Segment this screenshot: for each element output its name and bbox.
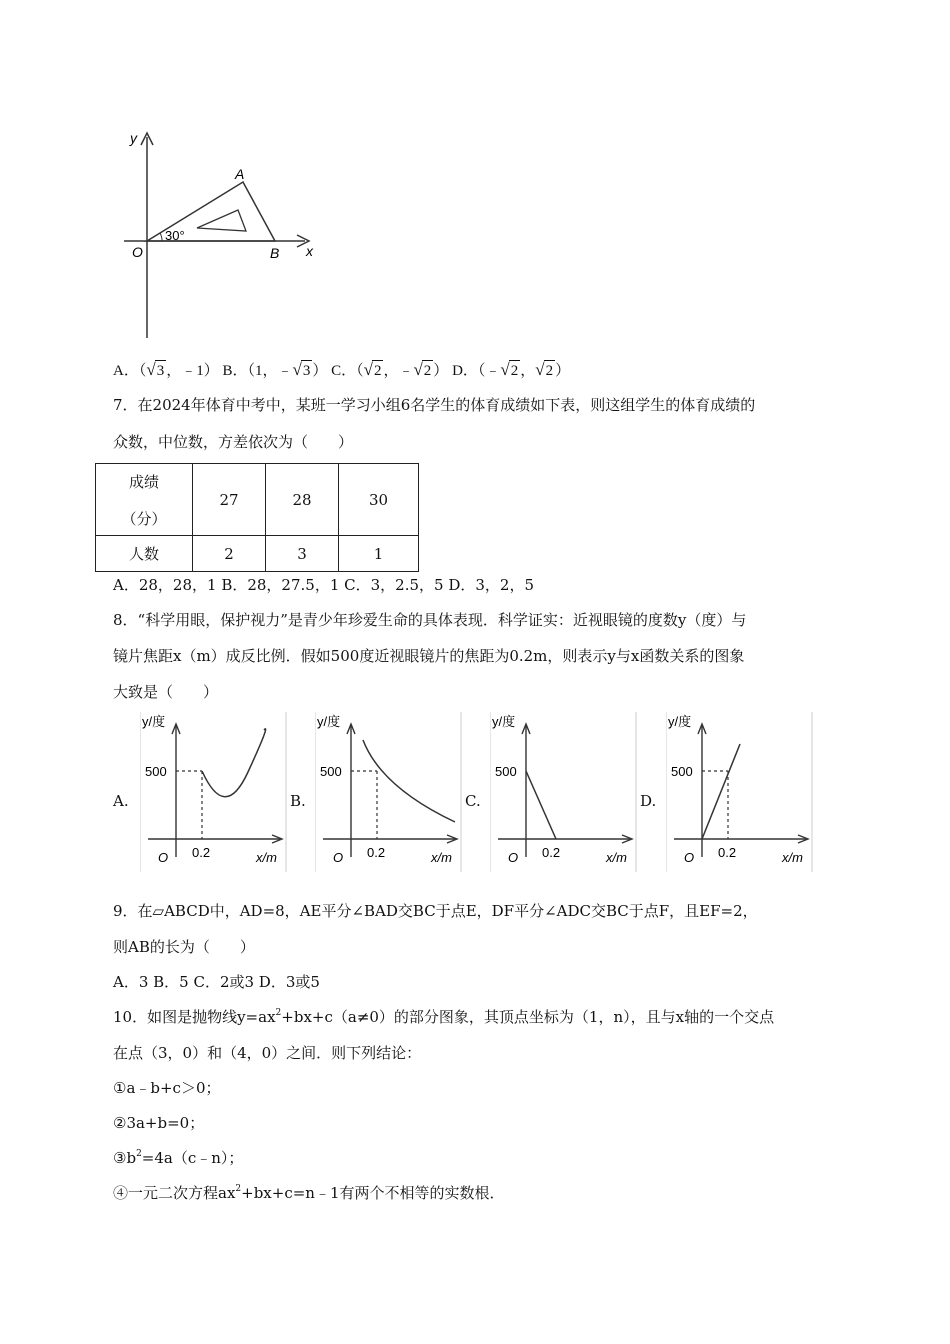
table-cell: 2 [193, 536, 266, 572]
q10-item1: ①a﹣b+c＞0； [113, 1079, 221, 1097]
q7-options: A．28，28，1 B．28，27.5，1 C．3，2.5，5 D．3，2，5 [113, 576, 534, 594]
q10-item3: $③b^2=4a(c﹣n)$； [113, 1149, 244, 1167]
table-cell: 1 [339, 536, 419, 572]
chart-b-xlabel: x/m [431, 850, 452, 865]
chart-c-ytick: 500 [495, 764, 517, 779]
q10-item4: ④一元二次方程$ax^2+bx+c=n﹣1$有两个不相等的实数根． [113, 1184, 505, 1202]
table-cell: 27 [193, 464, 266, 536]
chart-d-origin: O [684, 850, 695, 865]
chart-d [666, 712, 814, 872]
chart-a-ylabel: y/度 [142, 714, 166, 729]
q6-options: A．（√3 ，﹣1） B．（1，﹣√3 ） C．（√2 ，﹣√2 ） D．（﹣√2 ，√2 ） [113, 360, 571, 379]
q9-line1: 9．在▱ABCD中，AD=8，AE平分∠BAD交BC于点E，DF平分∠ADC交BC于点F，且EF=2， [113, 902, 758, 920]
chart-c-xtick: 0.2 [542, 845, 561, 860]
chart-b-ylabel: y/度 [317, 714, 341, 729]
point-a-label: A [235, 166, 245, 182]
chart-d-xlabel: x/m [782, 850, 803, 865]
table-header-score: 成绩 （分） [96, 464, 193, 536]
chart-a-xtick: 0.2 [192, 845, 211, 860]
origin-label: O [132, 244, 143, 260]
chart-a-xlabel: x/m [256, 850, 277, 865]
chart-b-ytick: 500 [320, 764, 342, 779]
point-b-label: B [270, 245, 280, 261]
q9-line2: 则AB的长为（ ） [113, 938, 255, 956]
q9-options: A．3 B．5 C．2或3 D．3或5 [113, 973, 320, 991]
q10-line1: 10．如图是抛物线$y=ax^2+bx+c(a\ne 0)$的部分图象，其顶点坐标为（1，n），且与x轴的一个交点 [113, 1008, 775, 1026]
chart-d-ylabel: y/度 [668, 714, 692, 729]
q8-line2: 镜片焦距x（m）成反比例．假如500度近视眼镜片的焦距为0.2m，则表示y与x函数关系的图象 [113, 647, 745, 665]
chart-a-origin: O [158, 850, 169, 865]
chart-c-xlabel: x/m [606, 850, 627, 865]
chart-d-ytick: 500 [671, 764, 693, 779]
table-header-count: 人数 [96, 536, 193, 572]
chart-b-xtick: 0.2 [367, 845, 386, 860]
chart-c-option: C. [465, 792, 481, 810]
q7-line2: 众数，中位数，方差依次为（ ） [113, 433, 354, 451]
chart-c [490, 712, 638, 872]
chart-a [140, 712, 288, 872]
chart-b-option: B. [290, 792, 306, 810]
table-cell: 28 [266, 464, 339, 536]
q8-line1: 8．“科学用眼，保护视力”是青少年珍爱生命的具体表现．科学证实：近视眼镜的度数y（度）与 [113, 611, 747, 629]
table-cell: 3 [266, 536, 339, 572]
table-cell: 30 [339, 464, 419, 536]
chart-c-origin: O [508, 850, 519, 865]
chart-b-origin: O [333, 850, 344, 865]
chart-c-ylabel: y/度 [492, 714, 516, 729]
chart-a-ytick: 500 [145, 764, 167, 779]
q10-line2: 在点（3，0）和（4，0）之间．则下列结论： [113, 1044, 422, 1062]
chart-d-xtick: 0.2 [718, 845, 737, 860]
chart-a-option: A. [113, 792, 129, 810]
axis-y-label: y [130, 130, 137, 146]
axis-x-label: x [306, 243, 313, 259]
chart-b [315, 712, 463, 872]
q7-line1: 7．在2024年体育中考中，某班一学习小组6名学生的体育成绩如下表，则这组学生的体育成绩的 [113, 396, 756, 414]
q8-line3: 大致是（ ） [113, 683, 219, 701]
score-table [95, 463, 419, 572]
chart-d-option: D. [640, 792, 657, 810]
angle-label: 30° [165, 228, 185, 243]
q10-item2: ②3a+b=0； [113, 1114, 205, 1132]
q6-figure [110, 125, 320, 345]
